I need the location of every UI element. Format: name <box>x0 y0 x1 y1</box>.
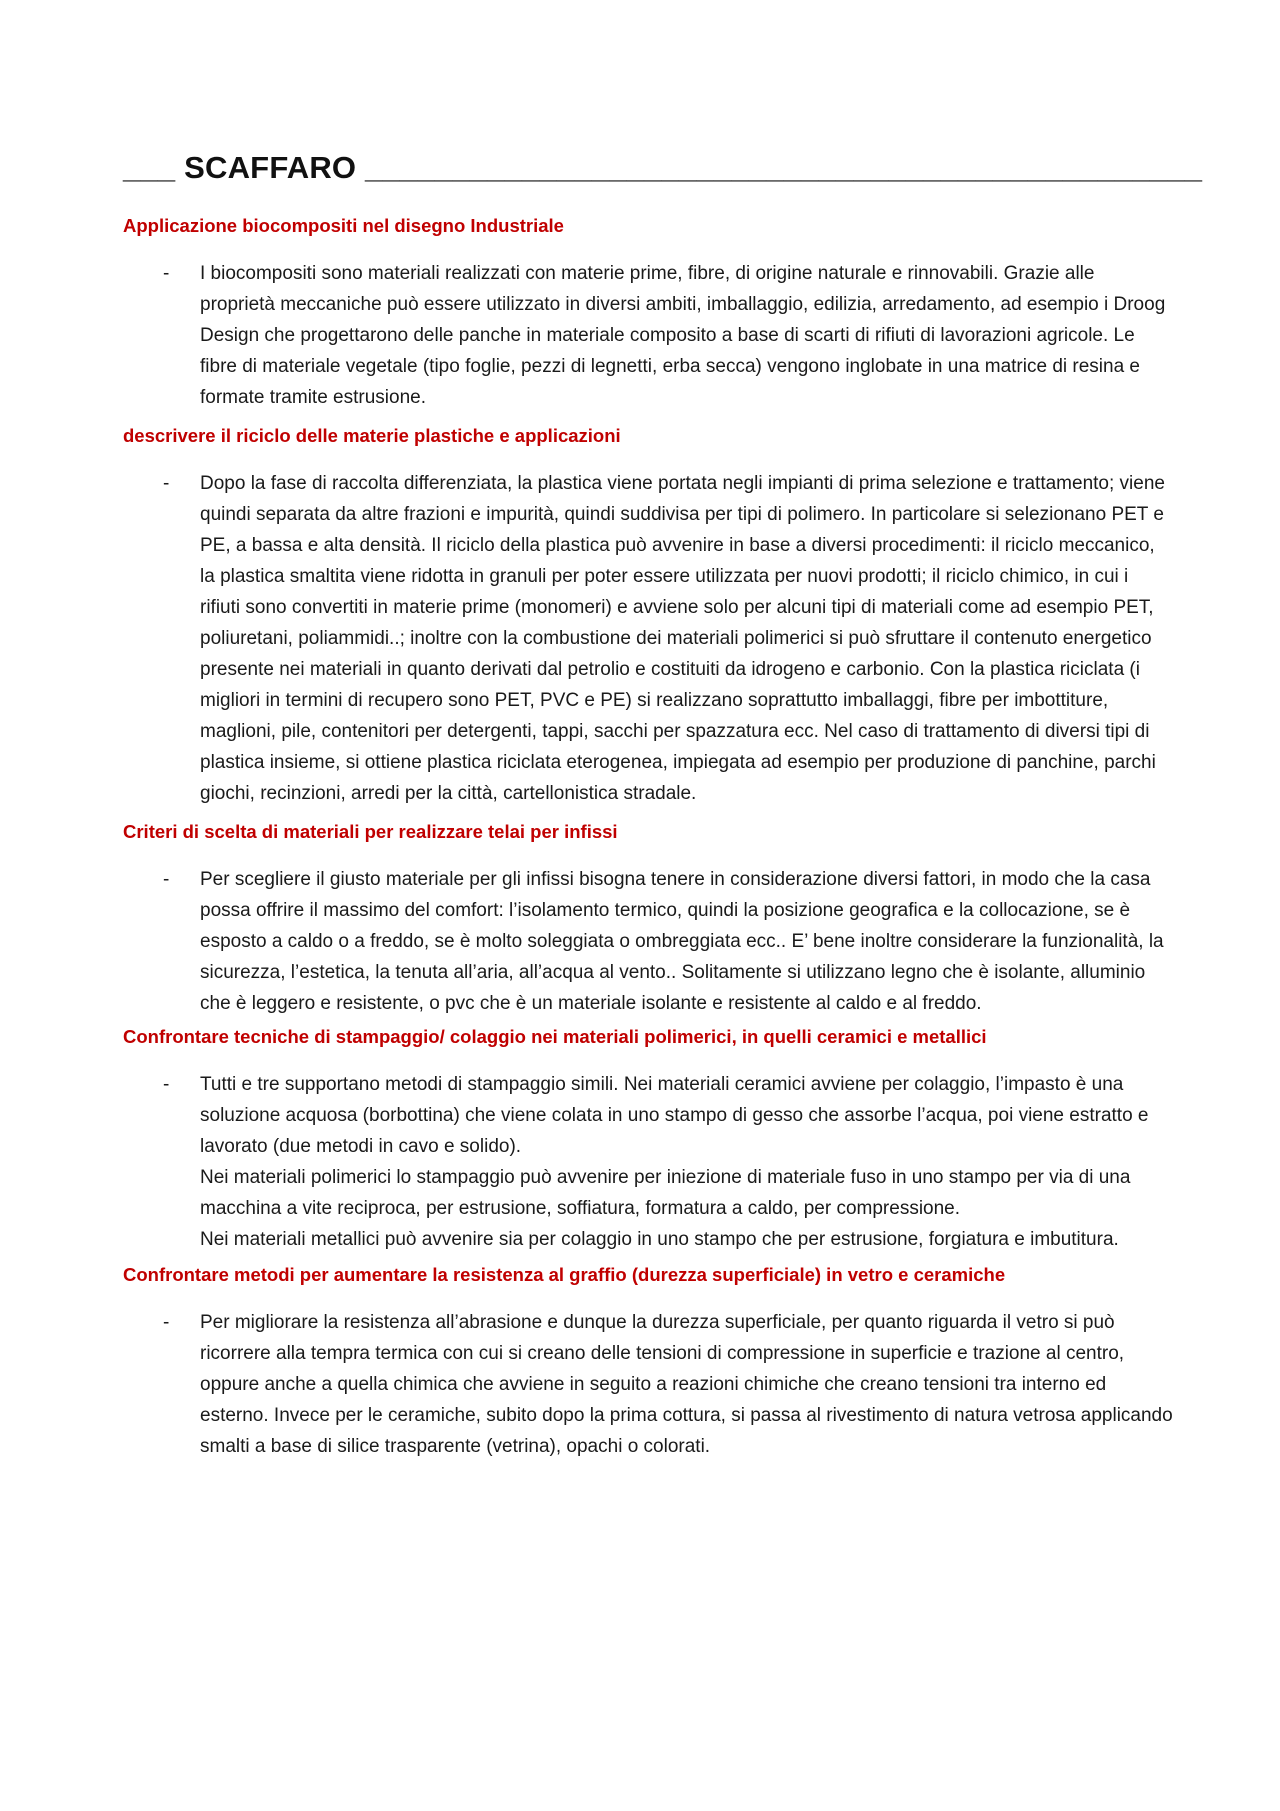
bullet-dash: - <box>163 1074 170 1095</box>
answer-text <box>200 864 1173 1019</box>
paragraph: Nei materiali polimerici lo stampaggio può avvenire per iniezione di materiale fuso in uno stampo per via di una macchina a vite reciproca, per estrusione, soffiatura, formatura a caldo, per compressione. <box>200 1167 1131 1219</box>
bullet-item <box>123 864 1173 1019</box>
bullet-dash: - <box>163 263 170 284</box>
bullet-item <box>123 258 1173 413</box>
section-heading: Confrontare tecniche di stampaggio/ colaggio nei materiali polimerici, in quelli ceramici e metallici <box>123 1026 987 1047</box>
paragraph: Per scegliere il giusto materiale per gli infissi bisogna tenere in considerazione diversi fattori, in modo che la casa possa offrire il massimo del comfort: l’isolamento termico, quindi la posizione geografica e la collocazione, se è esposto a caldo o a freddo, se è molto soleggiata o ombreggiata ecc.. E’ bene inoltre considerare la funzionalità, la sicurezza, l’estetica, la tenuta all’aria, all’acqua al vento.. Solitamente si utilizzano legno che è isolante, alluminio che è leggero e resistente, o pvc che è un materiale isolante e resistente al caldo e al freddo. <box>200 869 1164 1014</box>
section-heading: Confrontare metodi per aumentare la resistenza al graffio (durezza superficiale) in vetro e ceramiche <box>123 1264 1006 1285</box>
section-telai-infissi <box>123 820 1173 1019</box>
document-title: ___ SCAFFARO ________________________________________________ <box>123 150 1203 185</box>
section-stampaggio-colaggio <box>123 1025 1173 1255</box>
bullet-dash: - <box>163 1312 170 1333</box>
bullet-item <box>123 1069 1173 1255</box>
section-riciclo-plastiche <box>123 424 1173 809</box>
bullet-dash: - <box>163 473 170 494</box>
answer-text <box>200 468 1173 809</box>
paragraph: Per migliorare la resistenza all’abrasione e dunque la durezza superficiale, per quanto riguarda il vetro si può ricorrere alla tempra termica con cui si creano delle tensioni di compressione in superficie e trazione al centro, oppure anche a quella chimica che avviene in seguito a reazioni chimiche che creano tensioni tra interno ed esterno. Invece per le ceramiche, subito dopo la prima cottura, si passa al rivestimento di natura vetrosa applicando smalti a base di silice trasparente (vetrina), opachi o colorati. <box>200 1312 1173 1457</box>
paragraph: Tutti e tre supportano metodi di stampaggio simili. Nei materiali ceramici avviene per colaggio, l’impasto è una soluzione acquosa (borbottina) che viene colata in uno stampo di gesso che assorbe l’acqua, poi viene estratto e lavorato (due metodi in cavo e solido). <box>200 1074 1149 1157</box>
bullet-item <box>123 468 1173 809</box>
bullet-item <box>123 1307 1173 1462</box>
bullet-dash: - <box>163 869 170 890</box>
paragraph: I biocompositi sono materiali realizzati con materie prime, fibre, di origine naturale e rinnovabili. Grazie alle proprietà meccaniche può essere utilizzato in diversi ambiti, imballaggio, edilizia, arredamento, ad esempio i Droog Design che progettarono delle panche in materiale composito a base di scarti di rifiuti di lavorazioni agricole. Le fibre di materiale vegetale (tipo foglie, pezzi di legnetti, erba secca) vengono inglobate in una matrice di resina e formate tramite estrusione. <box>200 263 1166 408</box>
paragraph: Nei materiali metallici può avvenire sia per colaggio in uno stampo che per estrusione, forgiatura e imbutitura. <box>200 1229 1119 1250</box>
section-heading: descrivere il riciclo delle materie plastiche e applicazioni <box>123 425 621 446</box>
document-page <box>123 150 1203 1474</box>
section-biocompositi <box>123 214 1173 413</box>
answer-text <box>200 258 1173 413</box>
paragraph: Dopo la fase di raccolta differenziata, la plastica viene portata negli impianti di prima selezione e trattamento; viene quindi separata da altre frazioni e impurità, quindi suddivisa per tipi di polimero. In particolare si selezionano PET e PE, a bassa e alta densità. Il riciclo della plastica può avvenire in base a diversi procedimenti: il riciclo meccanico, la plastica smaltita viene ridotta in granuli per poter essere utilizzata per nuovi prodotti; il riciclo chimico, in cui i rifiuti sono convertiti in materie prime (monomeri) e avviene solo per alcuni tipi di materiali come ad esempio PET, poliuretani, poliammidi..; inoltre con la combustione dei materiali polimerici si può sfruttare il contenuto energetico presente nei materiali in quanto derivati dal petrolio e costituiti da idrogeno e carbonio. Con la plastica riciclata (i migliori in termini di recupero sono PET, PVC e PE) si realizzano soprattutto imballaggi, fibre per imbottiture, maglioni, pile, contenitori per detergenti, tappi, sacchi per spazzatura ecc. Nel caso di trattamento di diversi tipi di plastica insieme, si ottiene plastica riciclata eterogenea, impiegata ad esempio per produzione di panchine, parchi giochi, recinzioni, arredi per la città, cartellonistica stradale. <box>200 473 1165 804</box>
section-heading: Applicazione biocompositi nel disegno Industriale <box>123 215 564 236</box>
answer-text <box>200 1069 1173 1255</box>
section-heading: Criteri di scelta di materiali per realizzare telai per infissi <box>123 821 618 842</box>
answer-text <box>200 1307 1173 1462</box>
section-resistenza-graffio <box>123 1263 1173 1462</box>
